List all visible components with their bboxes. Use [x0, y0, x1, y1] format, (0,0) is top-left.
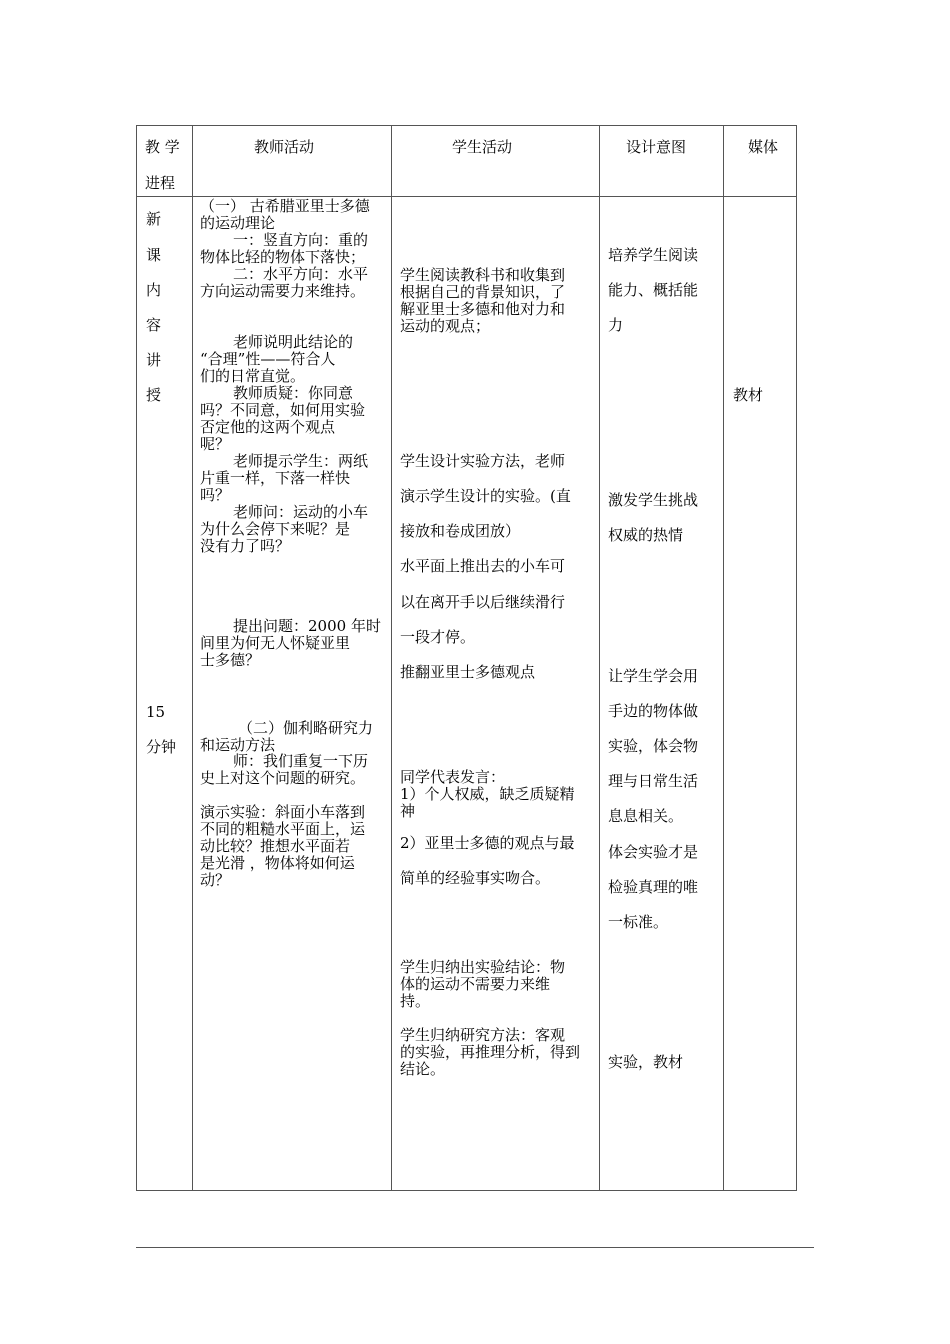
teacher-line: 士多德？	[200, 651, 261, 669]
design-line: 实验，教材	[608, 1053, 684, 1071]
teacher-line: 二：水平方向：水平	[233, 265, 369, 283]
teacher-line: 一：竖直方向：重的	[233, 231, 369, 249]
teacher-line: 为什么会停下来呢？是	[200, 520, 351, 538]
design-line: 能力、概括能	[608, 281, 699, 299]
student-line: 的实验，再推理分析，得到	[400, 1043, 581, 1061]
teacher-line: 吗？不同意，如何用实验	[200, 401, 366, 419]
teacher-line: 老师问：运动的小车	[233, 503, 369, 521]
teacher-line: 片重一样，下落一样快	[200, 469, 351, 487]
teacher-line: 演示实验：斜面小车落到	[200, 803, 366, 821]
design-line: 检验真理的唯	[608, 878, 699, 896]
header-student: 学生活动	[452, 138, 513, 156]
teacher-line: 们的日常直觉。	[200, 367, 306, 385]
teacher-line: 史上对这个问题的研究。	[200, 769, 366, 787]
teacher-line: 物体比轻的物体下落快；	[200, 248, 366, 266]
header-cell-student	[391, 125, 600, 197]
design-line: 力	[608, 316, 624, 334]
design-line: 息息相关。	[608, 807, 684, 825]
stage-char: 内	[146, 281, 162, 299]
design-line: 体会实验才是	[608, 843, 699, 861]
student-line: 学生设计实验方法，老师	[400, 452, 566, 470]
design-line: 培养学生阅读	[608, 246, 699, 264]
header-cell-teacher	[192, 125, 392, 197]
teacher-line: “合理”性——符合人	[200, 350, 336, 368]
student-line: 推翻亚里士多德观点	[400, 663, 536, 681]
design-line: 激发学生挑战	[608, 491, 699, 509]
student-line: 学生归纳研究方法：客观	[400, 1026, 566, 1044]
design-line: 让学生学会用	[608, 667, 699, 685]
student-line: 结论。	[400, 1060, 446, 1078]
teacher-line: 教师质疑：你同意	[233, 384, 354, 402]
stage-char: 容	[146, 316, 162, 334]
header-cell-design	[599, 125, 724, 197]
teacher-line: 方向运动需要力来维持。	[200, 282, 366, 300]
student-line: 一段才停。	[400, 628, 476, 646]
student-line: 接放和卷成团放）	[400, 522, 521, 540]
design-line: 理与日常生活	[608, 772, 699, 790]
teacher-line: 老师提示学生：两纸	[233, 452, 369, 470]
student-line: 持。	[400, 992, 431, 1010]
body-cell-media	[723, 196, 797, 1191]
teacher-line: 老师说明此结论的	[233, 333, 354, 351]
teacher-line: 是光滑 ，物体将如何运	[200, 854, 355, 872]
header-stage-line2: 进程	[145, 174, 176, 192]
teacher-line: 不同的粗糙水平面上，运	[200, 820, 366, 838]
teacher-line: 没有力了吗？	[200, 537, 291, 555]
teacher-line: 的运动理论	[200, 214, 276, 232]
design-line: 一标准。	[608, 913, 669, 931]
stage-char: 讲	[146, 351, 162, 369]
student-line: 演示学生设计的实验。(直	[400, 487, 571, 505]
teacher-line: （一） 古希腊亚里士多德	[200, 197, 370, 215]
teacher-line: 吗？	[200, 486, 231, 504]
student-line: 根据自己的背景知识，了	[400, 283, 566, 301]
media-line: 教材	[733, 386, 764, 404]
stage-char: 课	[146, 246, 162, 264]
student-line: 以在离开手以后继续滑行	[400, 593, 566, 611]
student-line: 2）亚里士多德的观点与最	[400, 834, 575, 852]
student-line: 同学代表发言：	[400, 768, 506, 786]
teacher-line: 呢？	[200, 435, 231, 453]
design-line: 手边的物体做	[608, 702, 699, 720]
student-line: 学生阅读教科书和收集到	[400, 266, 566, 284]
header-cell-media	[723, 125, 797, 197]
stage-time-unit: 分钟	[146, 738, 177, 756]
student-line: 简单的经验事实吻合。	[400, 869, 551, 887]
student-line: 运动的观点；	[400, 317, 491, 335]
student-line: 神	[400, 802, 416, 820]
stage-char: 授	[146, 386, 162, 404]
student-line: 水平面上推出去的小车可	[400, 557, 566, 575]
teacher-line: 和运动方法	[200, 736, 276, 754]
teacher-line: 动？	[200, 871, 231, 889]
teacher-line: 动比较？推想水平面若	[200, 837, 351, 855]
teacher-line: 否定他的这两个观点	[200, 418, 336, 436]
teacher-line: 间里为何无人怀疑亚里	[200, 634, 351, 652]
teacher-line: 师：我们重复一下历	[233, 752, 369, 770]
header-design: 设计意图	[626, 138, 687, 156]
header-media: 媒体	[748, 138, 779, 156]
teacher-line: 提出问题：2000 年时	[233, 617, 381, 635]
design-line: 权威的热情	[608, 526, 684, 544]
stage-char: 新	[146, 210, 162, 228]
student-line: 体的运动不需要力来维	[400, 975, 551, 993]
student-line: 1）个人权威，缺乏质疑精	[400, 785, 575, 803]
student-line: 解亚里士多德和他对力和	[400, 300, 566, 318]
header-teacher: 教师活动	[254, 138, 315, 156]
design-line: 实验，体会物	[608, 737, 699, 755]
teacher-line: （二）伽利略研究力	[238, 719, 374, 737]
stage-time-number: 15	[146, 703, 166, 721]
header-stage-line1: 教 学	[145, 138, 180, 156]
footer-divider	[136, 1247, 814, 1248]
student-line: 学生归纳出实验结论：物	[400, 958, 566, 976]
